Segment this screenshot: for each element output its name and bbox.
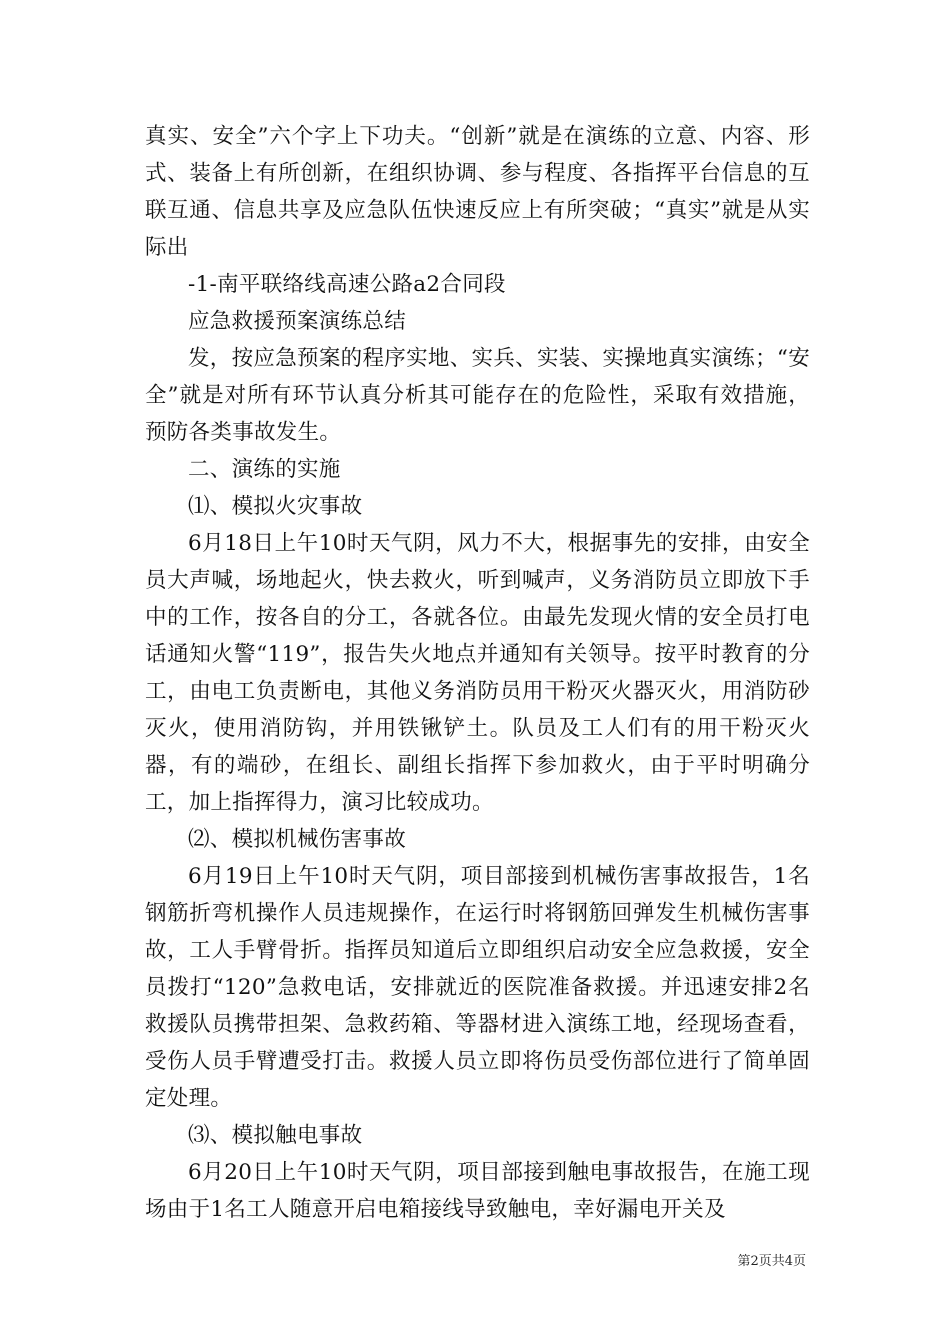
section-heading-implementation: 二、演练的实施 xyxy=(188,457,341,482)
paragraph-fire-drill: 6月18日上午10时天气阴，风力不大，根据事先的安排，由安全员大声喊，场地起火，快去救火，听到喊声，义务消防员立即放下手中的工作，按各自的分工，各就各位。由最先发现火情的安全员打电话通知火警“119”，报告失火地点并通知有关领导。按平时教育的分工，由电工负责断电，其他义务消防员用干粉灭火器灭火，用消防砂灭火，使用消防钩，并用铁锹铲土。队员及工人们有的用干粉灭火器，有的端砂，在组长、副组长指挥下参加救火，由于平时明确分工，加上指挥得力，演习比较成功。 xyxy=(145,531,810,815)
paragraph-mechanical-injury: 6月19日上午10时天气阴，项目部接到机械伤害事故报告，1名钢筋折弯机操作人员违规操作，在运行时将钢筋回弹发生机械伤害事故，工人手臂骨折。指挥员知道后立即组织启动安全应急救援，安全员拨打“120”急救电话，安排就近的医院准备救援。并迅速安排2名救援队员携带担架、急救药箱、等器材进入演练工地，经现场查看，受伤人员手臂遭受打击。救援人员立即将伤员受伤部位进行了简单固定处理。 xyxy=(145,864,810,1111)
subheading-fire-drill: ⑴、模拟火灾事故 xyxy=(188,494,363,519)
page-number-footer: 第2页共4页 xyxy=(737,1254,806,1269)
subheading-mechanical-injury: ⑵、模拟机械伤害事故 xyxy=(188,827,407,852)
paragraph-continuation: 真实、安全”六个字上下功夫。“创新”就是在演练的立意、内容、形式、装备上有所创新，在组织协调、参与程度、各指挥平台信息的互联互通、信息共享及应急队伍快速反应上有所突破；“真实”就是从实际出 xyxy=(145,124,810,260)
paragraph-header-line: -1-南平联络线高速公路a2合同段 xyxy=(188,272,506,297)
paragraph-electric-shock: 6月20日上午10时天气阴，项目部接到触电事故报告，在施工现场由于1名工人随意开启电箱接线导致触电，幸好漏电开关及 xyxy=(145,1160,810,1222)
subheading-electric-shock: ⑶、模拟触电事故 xyxy=(188,1123,363,1148)
paragraph-doc-title: 应急救援预案演练总结 xyxy=(188,309,407,334)
document-body xyxy=(145,118,810,1228)
paragraph-safety: 发，按应急预案的程序实地、实兵、实装、实操地真实演练；“安全”就是对所有环节认真分析其可能存在的危险性，采取有效措施，预防各类事故发生。 xyxy=(145,346,810,445)
